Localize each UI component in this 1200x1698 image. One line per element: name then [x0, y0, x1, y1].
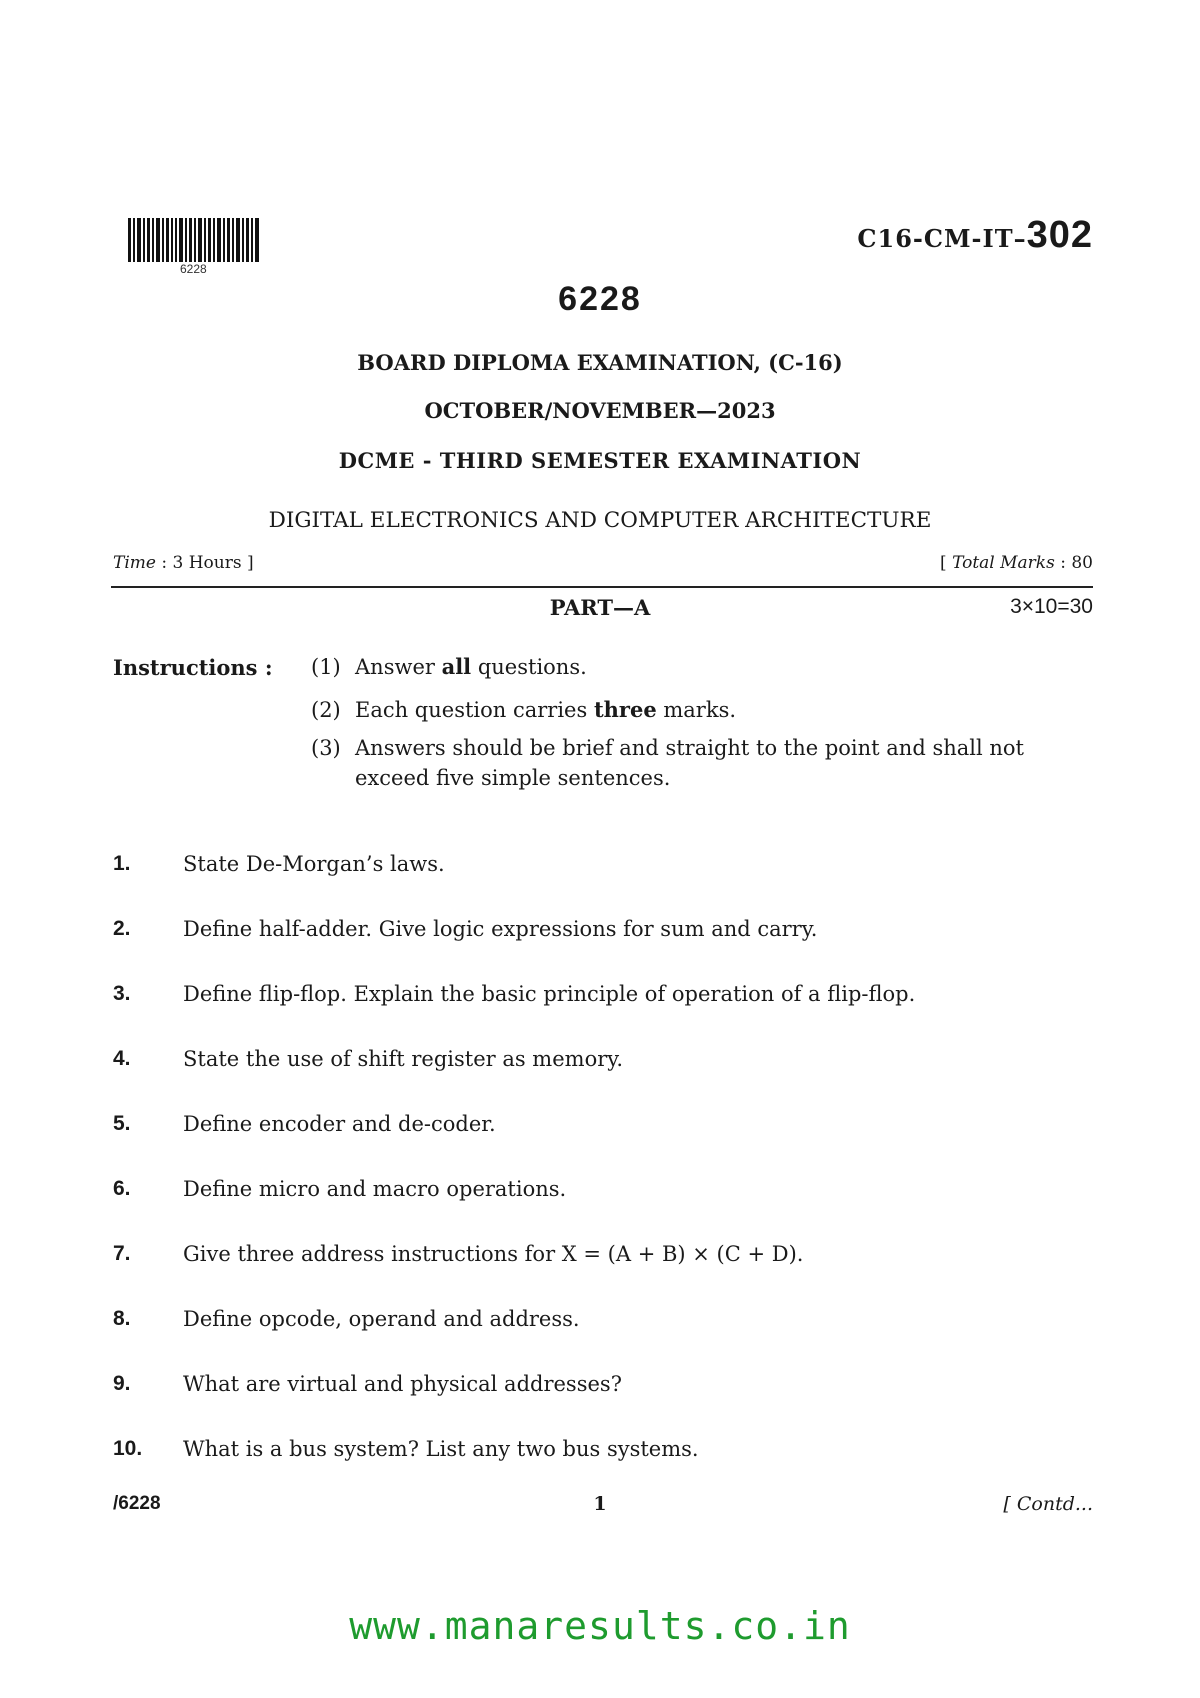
question-text: State the use of shift register as memory.	[183, 1047, 623, 1071]
time-value: : 3 Hours ]	[161, 553, 254, 573]
question-text: Define flip-flop. Explain the basic principle of operation of a flip-flop.	[183, 982, 916, 1006]
marks-value: : 80	[1060, 553, 1093, 573]
part-marks: 3×10=30	[1010, 595, 1093, 618]
question-text: What is a bus system? List any two bus systems.	[183, 1437, 699, 1461]
instruction-number: (1)	[311, 655, 341, 679]
footer-paper-number: /6228	[113, 1493, 161, 1514]
paper-code	[857, 214, 1093, 257]
instruction-item	[311, 695, 1071, 725]
marks-label: Total Marks	[952, 553, 1055, 573]
paper-code-number: 302	[1026, 214, 1093, 256]
question-number: 5.	[113, 1112, 131, 1135]
question-number: 3.	[113, 982, 131, 1005]
instruction-number: (3)	[311, 736, 341, 760]
paper-code-prefix: C16-CM-IT–	[857, 224, 1027, 253]
question-text: Define opcode, operand and address.	[183, 1307, 580, 1331]
total-marks-info	[940, 553, 1093, 573]
question-number: 7.	[113, 1242, 131, 1265]
question-text: Define half-adder. Give logic expressions for sum and carry.	[183, 917, 818, 941]
instruction-item	[311, 652, 1071, 682]
board-title: BOARD DIPLOMA EXAMINATION, (C-16)	[357, 350, 843, 375]
question-text: What are virtual and physical addresses?	[183, 1372, 622, 1396]
continued-note: [ Contd...	[1003, 1493, 1093, 1515]
instruction-text: Answers should be brief and straight to the point and shall not exceed five simple sentences.	[355, 736, 1024, 790]
instruction-number: (2)	[311, 698, 341, 722]
question-number: 10.	[113, 1437, 143, 1460]
instructions-label: Instructions :	[113, 655, 273, 680]
question-number: 4.	[113, 1047, 131, 1070]
question-text: State De-Morgan’s laws.	[183, 852, 445, 876]
question-number: 9.	[113, 1372, 131, 1395]
question-number: 8.	[113, 1307, 131, 1330]
question-number: 1.	[113, 852, 131, 875]
question-number: 2.	[113, 917, 131, 940]
paper-number: 6228	[558, 280, 642, 318]
subject-title: DIGITAL ELECTRONICS AND COMPUTER ARCHITECTURE	[268, 508, 932, 533]
marks-bracket: [	[940, 553, 953, 573]
instruction-emphasis: all	[441, 654, 472, 679]
question-text: Give three address instructions for X = (A + B) × (C + D).	[183, 1242, 804, 1266]
question-number: 6.	[113, 1177, 131, 1200]
part-title: PART—A	[549, 595, 651, 620]
instruction-text: Each question carries	[355, 698, 594, 722]
website-watermark: www.manaresults.co.in	[349, 1604, 851, 1648]
barcode-number: 6228	[180, 262, 207, 276]
instruction-text: questions.	[471, 655, 587, 679]
instruction-item	[311, 733, 1071, 793]
question-text: Define encoder and de-coder.	[183, 1112, 496, 1136]
instruction-text: marks.	[656, 698, 737, 722]
time-label: Time	[113, 553, 156, 573]
exam-title: DCME - THIRD SEMESTER EXAMINATION	[338, 448, 862, 473]
instruction-emphasis: three	[593, 697, 657, 722]
time-info	[113, 553, 254, 573]
exam-session: OCTOBER/NOVEMBER—2023	[424, 398, 776, 423]
divider	[111, 586, 1093, 588]
instruction-text: Answer	[355, 655, 442, 679]
page-number: 1	[593, 1493, 607, 1515]
question-text: Define micro and macro operations.	[183, 1177, 567, 1201]
